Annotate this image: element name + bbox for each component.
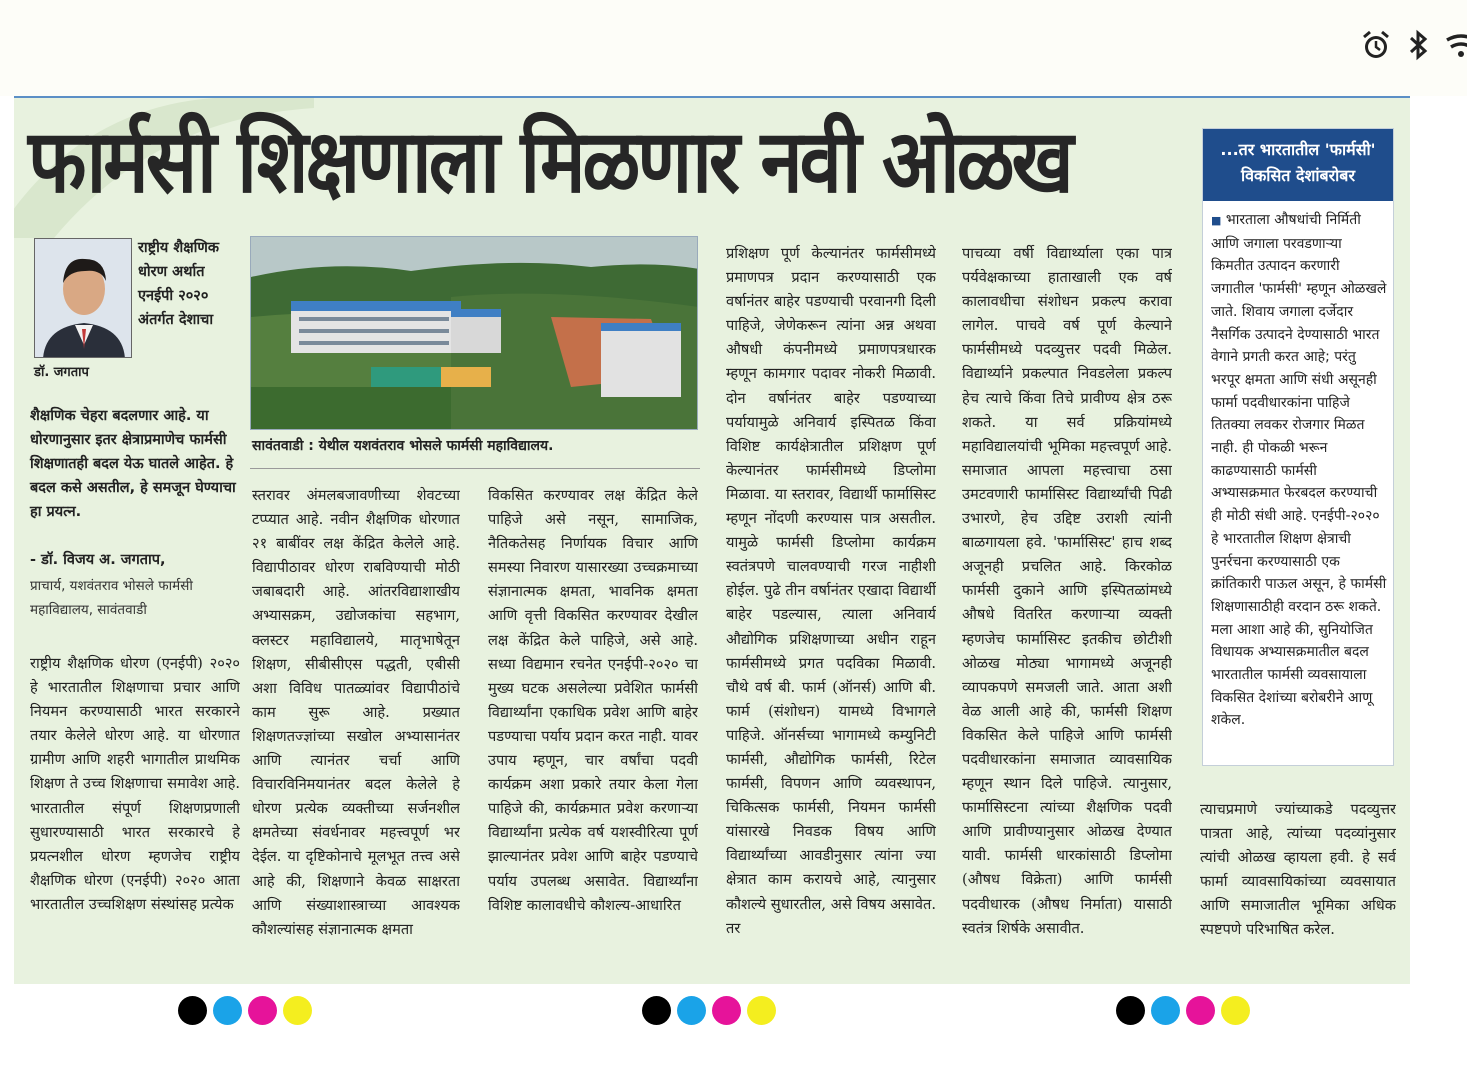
author-title: प्राचार्य, यशवंतराव भोसले फार्मसी महाविद्यालय, सावंतवाडी bbox=[30, 578, 193, 618]
college-photo bbox=[250, 236, 698, 430]
yellow-dot bbox=[283, 996, 312, 1025]
sidebar-title-line-2: विकसित देशांबरोबर bbox=[1240, 166, 1355, 185]
author-name: - डॉ. विजय अ. जगताप, bbox=[30, 552, 166, 568]
sidebar-box-title bbox=[1203, 129, 1393, 201]
article-column-5: पाचव्या वर्षी विद्यार्थ्याला एका पात्र पर्यवेक्षकाच्या हाताखाली एक वर्ष कालावधीचा संशोधन प्रकल्प करावा लागेल. पाचवे वर्ष पूर्ण केल्याने फार्मसीमध्ये पदव्युत्तर पदवी मिळेल. विद्यार्थ्याने प्रकल्पात निवडलेला प्रकल्प हेच त्याचे किंवा तिचे प्रावीण्य क्षेत्र ठरू शकते. या सर्व प्रक्रियांमध्ये महाविद्यालयांची भूमिका महत्त्वपूर्ण आहे. समाजात आपला महत्त्वाचा ठसा उमटवणारी फार्मासिस्ट विद्यार्थ्यांची पिढी उभारणे, हेच उद्दिष्ट उराशी त्यांनी बाळगायला हवे. 'फार्मासिस्ट' हाच शब्द अजूनही प्रचलित आहे. किरकोळ फार्मसी दुकाने आणि इस्पितळांमध्ये औषधे वितरित करणाऱ्या व्यक्ती म्हणजेच फार्मासिस्ट इतकीच छोटीशी ओळख मोठ्या भागामध्ये अजूनही व्यापकपणे समजली जाते. आता अशी वेळ आली आहे की, फार्मसी शिक्षण विकसित केले पाहिजे आणि फार्मसी पदवीधारकांना समाजात व्यावसायिक म्हणून स्थान दिले पाहिजे. त्यानुसार, फार्मासिस्टना त्यांच्या शैक्षणिक पदवी आणि प्रावीण्यानुसार ओळख देण्यात यावी. फार्मसी धारकांसाठी डिप्लोमा (औषध विक्रेता) आणि फार्मसी पदवीधारक (औषध निर्माता) यासाठी स्वतंत्र शिर्षके असावीत. bbox=[962, 245, 1172, 937]
print-registration-dots-right bbox=[1116, 996, 1250, 1025]
sidebar-box bbox=[1202, 128, 1394, 766]
intro-text-side: राष्ट्रीय शैक्षणिक धोरण अर्थात एनईपी २०२० अंतर्गत देशाचा bbox=[138, 240, 219, 328]
article-column-1: राष्ट्रीय शैक्षणिक धोरण (एनईपी) २०२० हे भारतातील शिक्षणाचा प्रचार आणि नियमन करण्यासाठी भारत सरकारने तयार केलेले धोरण आहे. या धोरणात ग्रामीण आणि शहरी भागातील प्राथमिक शिक्षण ते उच्च शिक्षणाचा समावेश आहे. भारतातील संपूर्ण शिक्षणप्रणाली सुधारण्यासाठी भारत सरकारचे हे प्रयत्नशील धोरण म्हणजेच राष्ट्रीय शैक्षणिक धोरण (एनईपी) २०२० आता भारतातील उच्चशिक्षण संस्थांसह प्रत्येक bbox=[30, 655, 240, 913]
magenta-dot bbox=[712, 996, 741, 1025]
caption-divider bbox=[250, 468, 700, 469]
black-dot bbox=[178, 996, 207, 1025]
author-photo bbox=[34, 238, 132, 358]
bullet-icon: ■ bbox=[1211, 214, 1222, 227]
phone-status-strip bbox=[0, 0, 1467, 96]
magenta-dot bbox=[1186, 996, 1215, 1025]
cyan-dot bbox=[677, 996, 706, 1025]
article-column-6: त्याचप्रमाणे ज्यांच्याकडे पदव्युत्तर पात्रता आहे, त्यांच्या पदव्यांनुसार त्यांची ओळख व्हायला हवी. हे सर्व फार्मा व्यावसायिकांच्या व्यवसायात आणि समाजातील भूमिका अधिक स्पष्टपणे परिभाषित करेल. bbox=[1200, 801, 1396, 939]
magenta-dot bbox=[248, 996, 277, 1025]
yellow-dot bbox=[747, 996, 776, 1025]
black-dot bbox=[1116, 996, 1145, 1025]
article-column-4: प्रशिक्षण पूर्ण केल्यानंतर फार्मसीमध्ये प्रमाणपत्र प्रदान करण्यासाठी एक वर्षानंतर बाहेर पडण्याची परवानगी दिली पाहिजे, जेणेकरून त्यांना अन्न अथवा औषधी कंपनीमध्ये प्रमाणपत्रधारक म्हणून कामगार पदावर नोकरी मिळावी. दोन वर्षानंतर बाहेर पडण्याच्या पर्यायामुळे अनिवार्य इस्पितळ किंवा विशिष्ट कार्यक्षेत्रातील प्रशिक्षण पूर्ण केल्यानंतर फार्मसीमध्ये डिप्लोमा मिळावा. या स्तरावर, विद्यार्थी फार्मासिस्ट म्हणून नोंदणी करण्यास पात्र असतील. यामुळे फार्मसी डिप्लोमा कार्यक्रम स्वतंत्रपणे चालवण्याची गरज नाहीशी होईल. पुढे तीन वर्षानंतर एखादा विद्यार्थी बाहेर पडल्यास, त्याला अनिवार्य औद्योगिक प्रशिक्षणाच्या अधीन राहून फार्मसीमध्ये प्रगत पदविका मिळावी. चौथे वर्ष बी. फार्म (ऑनर्स) आणि बी. फार्म (संशोधन) यामध्ये विभागले पाहिजे. ऑनर्सच्या भागामध्ये कम्युनिटी फार्मसी, औद्योगिक फार्मसी, रिटेल फार्मसी, विपणन आणि व्यवस्थापन, चिकित्सक फार्मसी, नियमन फार्मसी यांसारखे निवडक विषय आणि विद्यार्थ्यांच्या आवडीनुसार त्यांना ज्या क्षेत्रात काम करायचे आहे, त्यानुसार कौशल्ये सुधारतील, असे विषय असावेत. तर bbox=[726, 245, 936, 937]
photo-caption: सावंतवाडी : येथील यशवंतराव भोसले फार्मसी महाविद्यालय. bbox=[252, 438, 554, 454]
article-column-3: विकसित करण्यावर लक्ष केंद्रित केले पाहिजे असे नसून, सामाजिक, नैतिकतेसह निर्णायक विचार आणि समस्या निवारण यासारख्या उच्चक्रमाच्या संज्ञानात्मक क्षमता, भावनिक क्षमता आणि वृत्ती विकसित करण्यावर देखील लक्ष केंद्रित केले पाहिजे, असे आहे. सध्या विद्यमान रचनेत एनईपी-२०२० चा मुख्य घटक असलेल्या प्रवेशित फार्मसी विद्यार्थ्यांना एकाधिक प्रवेश आणि बाहेर पडण्याचा पर्याय प्रदान करत नाही. यावर उपाय म्हणून, चार वर्षांचा पदवी कार्यक्रम अशा प्रकारे तयार केला गेला पाहिजे की, कार्यक्रमात प्रवेश करणाऱ्या विद्यार्थ्यांना प्रत्येक वर्ष यशस्वीरित्या पूर्ण झाल्यानंतर प्रवेश आणि बाहेर पडण्याचे पर्याय उपलब्ध असावेत. विद्यार्थ्यांना विशिष्ट कालावधीचे कौशल्य-आधारित bbox=[488, 487, 698, 914]
cyan-dot bbox=[213, 996, 242, 1025]
print-registration-dots-center bbox=[642, 996, 776, 1025]
yellow-dot bbox=[1221, 996, 1250, 1025]
alarm-icon bbox=[1359, 28, 1393, 62]
newspaper-clipping bbox=[14, 96, 1410, 984]
bluetooth-icon bbox=[1407, 28, 1431, 62]
status-icons bbox=[1359, 28, 1467, 62]
wifi-icon bbox=[1445, 28, 1467, 62]
sidebar-title-line-1: ...तर भारतातील 'फार्मसी' bbox=[1220, 140, 1376, 159]
sidebar-box-text: भारताला औषधांची निर्मिती आणि जगाला परवडणाऱ्या किमतीत उत्पादन करणारी जगातील 'फार्मसी' म्हणून ओळखले जाते. शिवाय जगाला दर्जेदार नैसर्गिक उत्पादने देण्यासाठी भारत वेगाने प्रगती करत आहे; परंतु भरपूर क्षमता आणि संधी असूनही फार्मा पदवीधारकांना पाहिजे तितक्या लवकर रोजगार मिळत नाही. ही पोकळी भरून काढण्यासाठी फार्मसी अभ्यासक्रमात फेरबदल करण्याची ही मोठी संधी आहे. एनईपी-२०२० हे भारतातील शिक्षण क्षेत्राची पुनर्रचना करण्यासाठी एक क्रांतिकारी पाऊल असून, हे फार्मसी शिक्षणासाठीही वरदान ठरू शकते. मला आशा आहे की, सुनियोजित विधायक अभ्यासक्रमातील बदल भारतातील फार्मसी व्यवसायाला विकसित देशांच्या बरोबरीने आणू शकेल. bbox=[1211, 212, 1387, 729]
print-registration-dots-left bbox=[178, 996, 312, 1025]
intro-text: शैक्षणिक चेहरा बदलणार आहे. या धोरणानुसार इतर क्षेत्राप्रमाणेच फार्मसी शिक्षणातही बदल येऊ घातले आहेत. हे बदल कसे असतील, हे समजून घेण्याचा हा प्रयत्न. bbox=[30, 408, 236, 520]
author-photo-caption: डॉ. जगताप bbox=[34, 365, 89, 380]
article-headline: फार्मसी शिक्षणाला मिळणार नवी ओळख bbox=[28, 109, 1071, 213]
cyan-dot bbox=[1151, 996, 1180, 1025]
article-column-2: स्तरावर अंमलबजावणीच्या शेवटच्या टप्प्यात आहे. नवीन शैक्षणिक धोरणात २१ बाबींवर लक्ष केंद्रित केलेले आहे. विद्यापीठावर धोरण राबविण्याची मोठी जबाबदारी आहे. आंतरविद्याशाखीय अभ्यासक्रम, उद्योजकांचा सहभाग, क्लस्टर महाविद्यालये, मातृभाषेतून शिक्षण, सीबीसीएस पद्धती, एबीसी अशा विविध पातळ्यांवर विद्यापीठांचे काम सुरू आहे. प्रख्यात शिक्षणतज्ज्ञांच्या सखोल अभ्यासानंतर आणि त्यानंतर चर्चा आणि विचारविनिमयानंतर बदल केलेले हे धोरण प्रत्येक व्यक्तीच्या सर्जनशील क्षमतेच्या संवर्धनावर महत्त्वपूर्ण भर देईल. या दृष्टिकोनाचे मूलभूत तत्त्व असे आहे की, शिक्षणाने केवळ साक्षरता आणि संख्याशास्त्राच्या आवश्यक कौशल्यांसह संज्ञानात्मक क्षमता bbox=[252, 487, 460, 938]
black-dot bbox=[642, 996, 671, 1025]
sidebar-box-body bbox=[1211, 209, 1387, 759]
